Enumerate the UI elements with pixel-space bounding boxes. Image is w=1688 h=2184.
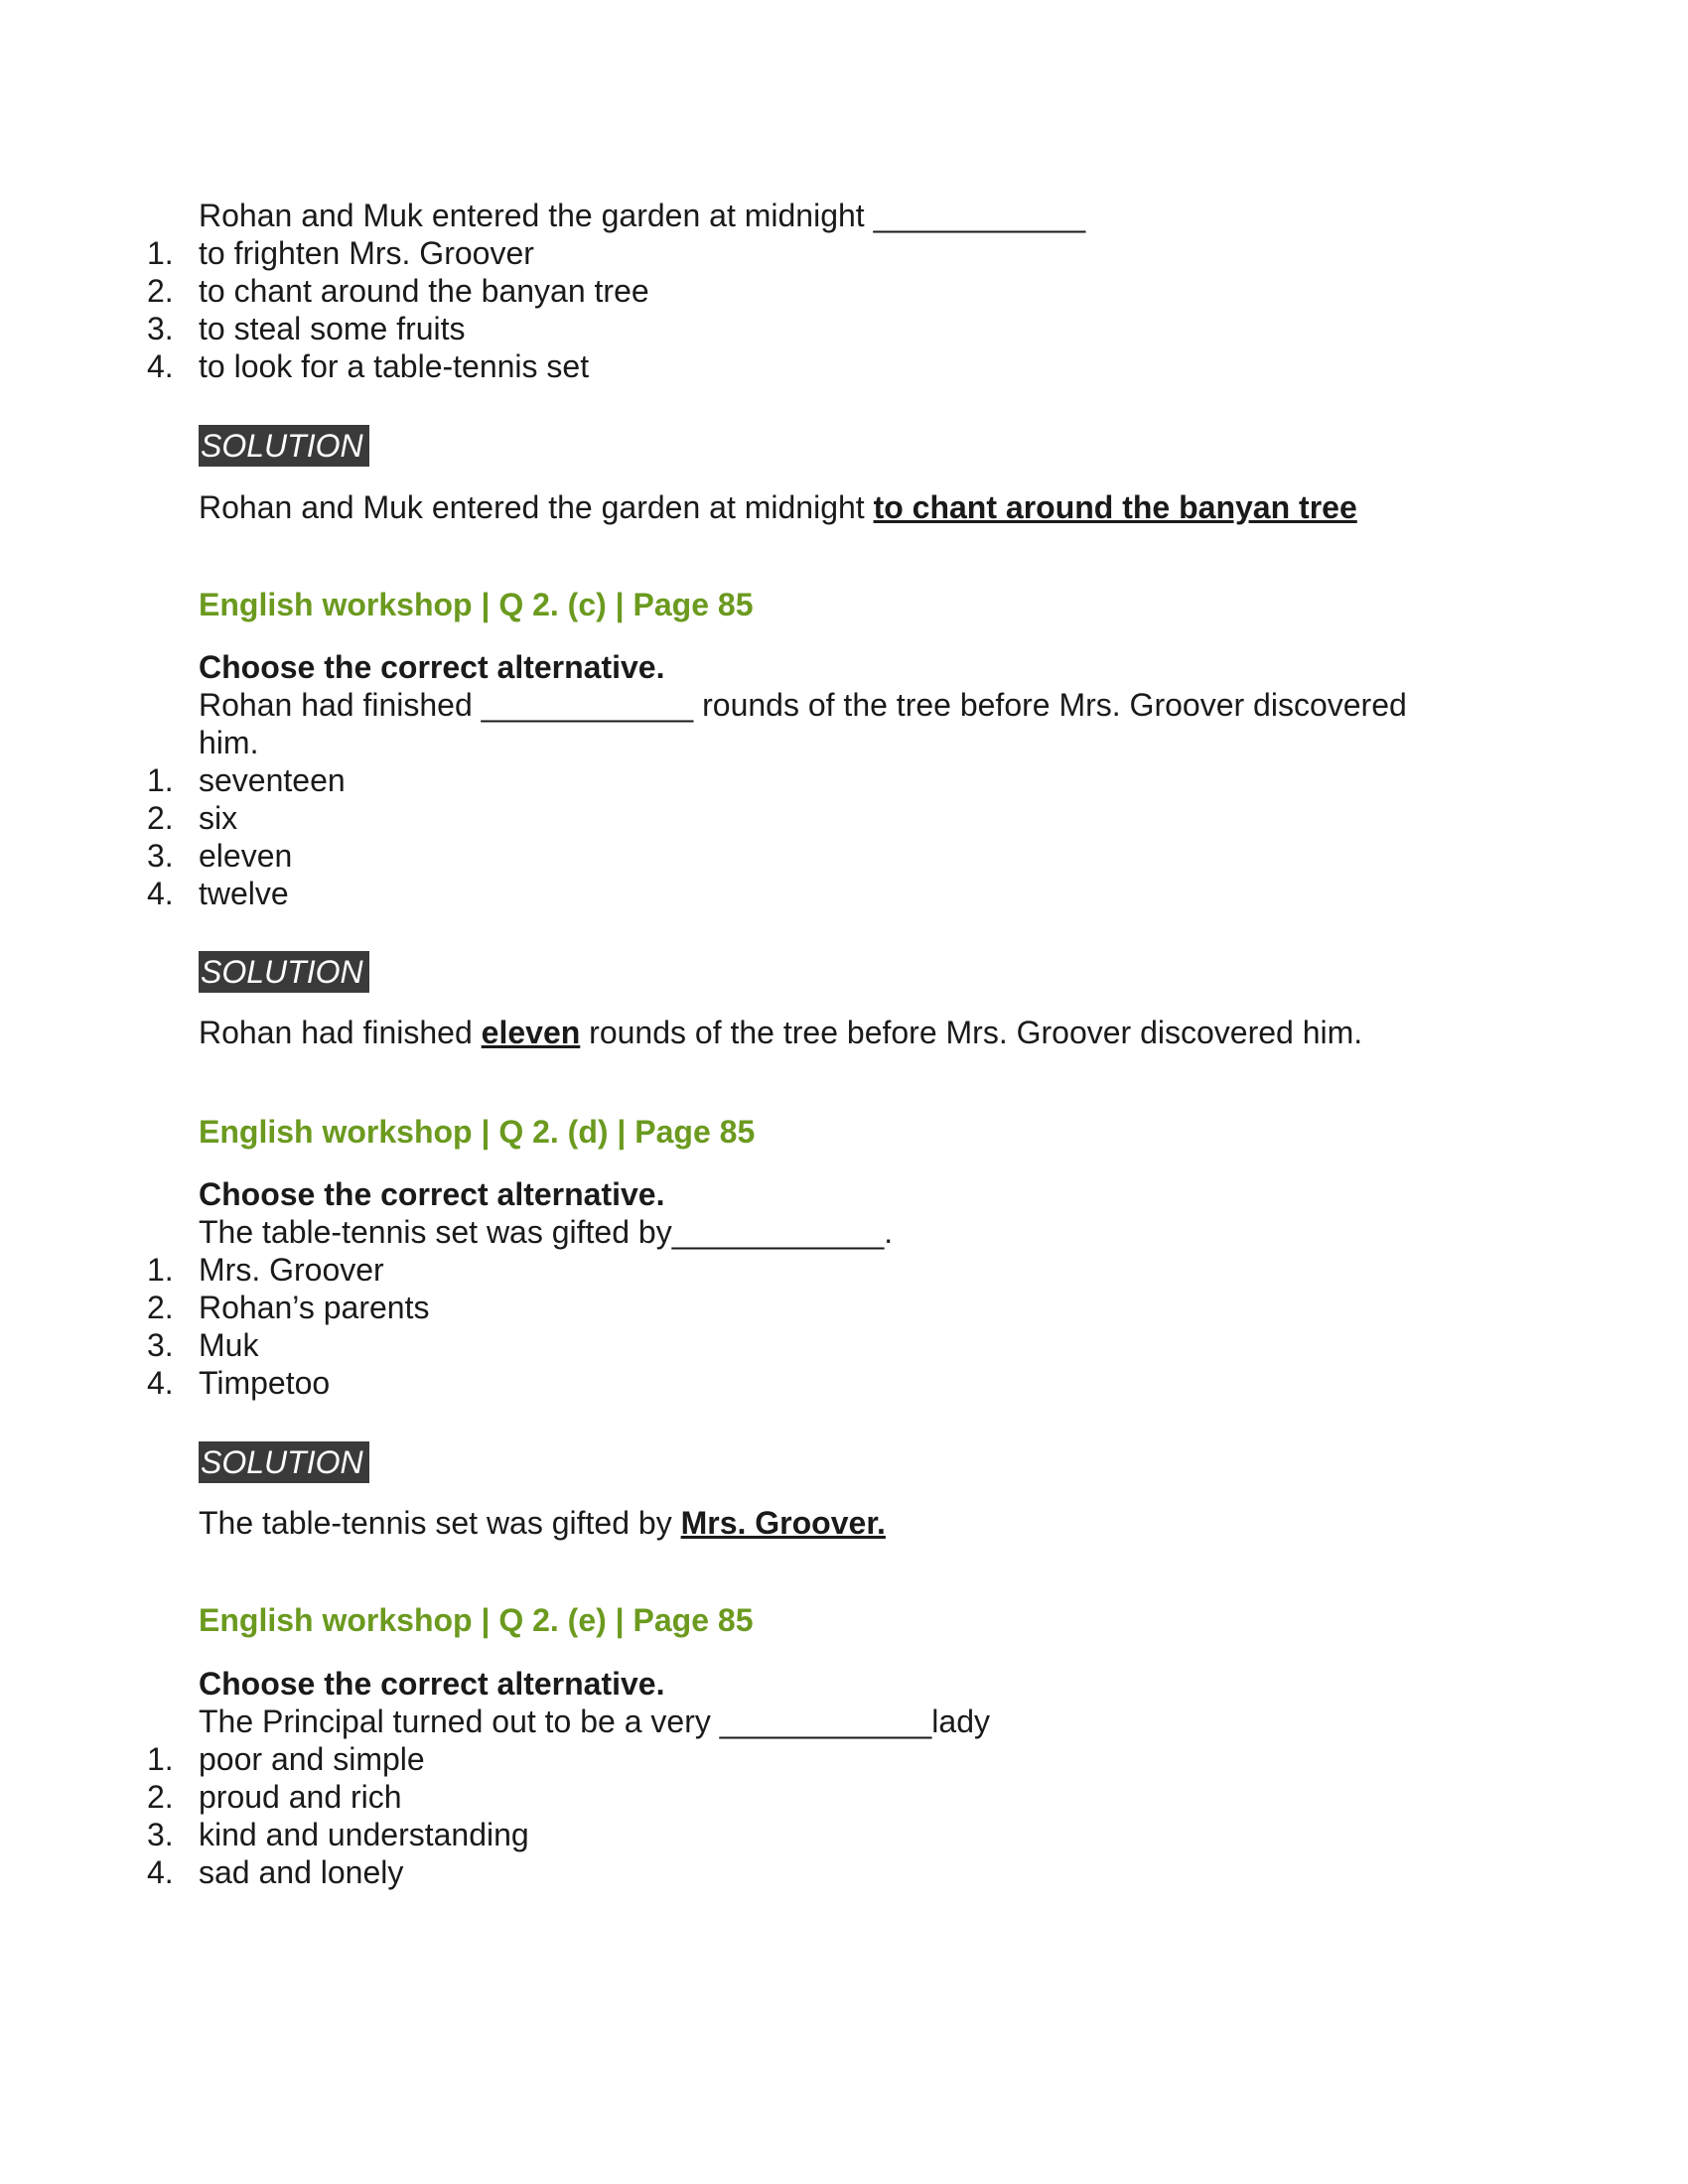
option-number: 2.: [147, 1290, 174, 1325]
option-item: [147, 1251, 384, 1289]
option-text: eleven: [199, 838, 293, 874]
option-item: [147, 1816, 529, 1853]
option-item: [147, 347, 589, 385]
option-text: to frighten Mrs. Groover: [199, 235, 534, 271]
option-item: [147, 799, 237, 837]
question-prompt-continued: him.: [199, 725, 259, 760]
solution-badge: SOLUTION: [199, 1441, 369, 1483]
option-number: 4.: [147, 348, 174, 384]
option-text: twelve: [199, 876, 289, 911]
option-number: 2.: [147, 1779, 174, 1815]
option-number: 2.: [147, 273, 174, 309]
question-heading: English workshop | Q 2. (d) | Page 85: [199, 1114, 756, 1150]
option-item: [147, 1778, 402, 1816]
question-prompt: Rohan and Muk entered the garden at midnight ____________: [199, 198, 1086, 233]
question-heading: English workshop | Q 2. (e) | Page 85: [199, 1602, 754, 1638]
option-number: 3.: [147, 1817, 174, 1852]
solution-badge: SOLUTION: [199, 951, 369, 993]
solution-post: rounds of the tree before Mrs. Groover discovered him.: [580, 1015, 1363, 1050]
option-item: [147, 234, 534, 272]
solution-text: [199, 1014, 1362, 1051]
option-text: Rohan’s parents: [199, 1290, 430, 1325]
option-text: poor and simple: [199, 1741, 425, 1777]
solution-badge: SOLUTION: [199, 425, 369, 467]
solution-text: [199, 488, 1357, 526]
option-item: [147, 1364, 330, 1402]
option-number: 3.: [147, 1327, 174, 1363]
option-number: 2.: [147, 800, 174, 836]
option-number: 4.: [147, 1854, 174, 1890]
option-text: to chant around the banyan tree: [199, 273, 649, 309]
option-number: 3.: [147, 838, 174, 874]
question-heading: English workshop | Q 2. (c) | Page 85: [199, 587, 754, 622]
solution-answer: Mrs. Groover.: [680, 1505, 886, 1541]
option-item: [147, 837, 292, 875]
option-text: seventeen: [199, 762, 346, 798]
solution-pre: Rohan had finished: [199, 1015, 482, 1050]
option-number: 1.: [147, 1252, 174, 1288]
solution-answer: to chant around the banyan tree: [873, 489, 1357, 525]
option-number: 1.: [147, 235, 174, 271]
solution-text: [199, 1504, 886, 1542]
option-item: [147, 272, 649, 310]
solution-pre: Rohan and Muk entered the garden at midnight: [199, 489, 874, 525]
option-text: six: [199, 800, 238, 836]
option-number: 1.: [147, 1741, 174, 1777]
question-instruction: Choose the correct alternative.: [199, 1666, 665, 1702]
option-number: 4.: [147, 1365, 174, 1401]
option-text: sad and lonely: [199, 1854, 404, 1890]
option-text: kind and understanding: [199, 1817, 529, 1852]
option-text: proud and rich: [199, 1779, 402, 1815]
option-text: Timpetoo: [199, 1365, 331, 1401]
option-text: to steal some fruits: [199, 311, 466, 346]
option-number: 1.: [147, 762, 174, 798]
option-text: Muk: [199, 1327, 259, 1363]
option-item: [147, 1326, 258, 1364]
option-item: [147, 1289, 429, 1326]
option-item: [147, 761, 346, 799]
option-number: 3.: [147, 311, 174, 346]
question-instruction: Choose the correct alternative.: [199, 649, 665, 685]
solution-answer: eleven: [481, 1015, 581, 1050]
option-item: [147, 310, 466, 347]
option-item: [147, 1740, 425, 1778]
question-prompt: Rohan had finished ____________ rounds of the tree before Mrs. Groover discovered: [199, 687, 1407, 723]
solution-pre: The table-tennis set was gifted by: [199, 1505, 681, 1541]
question-prompt: The table-tennis set was gifted by____________.: [199, 1214, 894, 1250]
question-instruction: Choose the correct alternative.: [199, 1176, 665, 1212]
option-number: 4.: [147, 876, 174, 911]
option-item: [147, 875, 289, 912]
option-text: Mrs. Groover: [199, 1252, 384, 1288]
option-item: [147, 1853, 403, 1891]
option-text: to look for a table-tennis set: [199, 348, 590, 384]
question-prompt: The Principal turned out to be a very ____________lady: [199, 1704, 990, 1739]
